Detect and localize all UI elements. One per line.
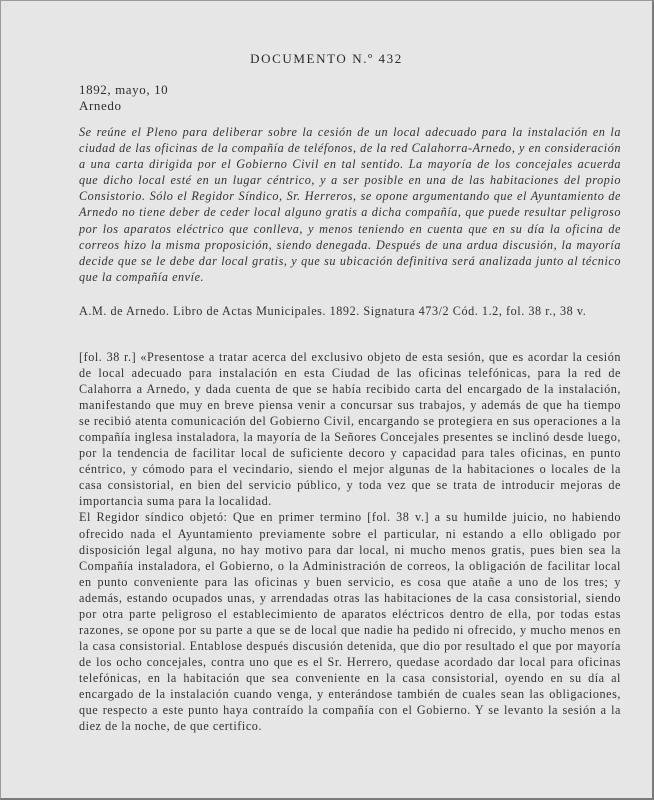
document-transcript xyxy=(79,349,621,734)
archival-source: A.M. de Arnedo. Libro de Actas Municipales. 1892. Signatura 473/2 Cód. 1.2, fol. 38 r., 38 v. xyxy=(79,304,587,318)
document-place: Arnedo xyxy=(79,98,122,113)
transcript-paragraph-2: El Regidor síndico objetó: Que en primer termino [fol. 38 v.] a su humilde juicio, no habiendo ofrecido nada el Ayuntamiento previamente sobre el particular, ni estando a ello obligado por disposición legal alguna, no hay motivo para dar local, ni mucho menos gratis, pues bien sea la Compañía instaladora, el Gobierno, o la Administración de correos, la obligación de facilitar local en punto conveniente para las oficinas y buen servicio, es cosa que atañe a uno de los tres; y además, estando ocupados unas, y arrendadas otras las habitaciones de la casa consistorial, siendo por otra parte peligroso el establecimiento de aparatos eléctricos dentro de ella, por todas estas razones, se opone por su parte a que se de local que nadie ha pedido ni ofrecido, y mucho menos en la casa consistorial. Entablose después discusión detenida, que dio por resultado el que por mayoría de los ocho concejales, contra uno que es el Sr. Herrero, quedase acordado dar local para oficinas telefónicas, en la habitación que sea conveniente en la casa consistorial, oyendo en su día al encargado de la instalación cuando venga, y enterándose también de cuales sean las obligaciones, que respecto a este punto haya contraído la compañía con el Gobierno. Y se levanto la sesión a la diez de la noche, de que certifico. xyxy=(79,510,621,734)
document-abstract: Se reúne el Pleno para deliberar sobre la cesión de un local adecuado para la instalación en la ciudad de las oficinas de la compañía de teléfonos, de la red Calahorra-Arnedo, y en consideración a una carta dirigida por el Gobierno Civil en tal sentido. La mayoría de los concejales acuerda que dicho local esté en un lugar céntrico, y a ser posible en una de las habitaciones del propio Consistorio. Sólo el Regidor Síndico, Sr. Herreros, se opone argumentando que el Ayuntamiento de Arnedo no tiene deber de ceder local alguno gratis a dicha compañía, que puede resultar peligroso por los aparatos eléctrico que conlleva, y menos teniendo en cuenta que en su día la oficina de correos hizo la misma proposición, siendo denegada. Después de una ardua discusión, la mayoría decide que se le debe dar local gratis, y que su ubicación definitiva será analizada junto al técnico que la compañía envíe. xyxy=(79,125,621,284)
date-place-block xyxy=(79,82,168,114)
document-date: 1892, mayo, 10 xyxy=(79,82,169,97)
transcript-paragraph-1: [fol. 38 r.] «Presentose a tratar acerca del exclusivo objeto de esta sesión, que es acordar la cesión de local adecuado para instalación en esta Ciudad de las oficinas telefónicas, para la red de Calahorra a Arnedo, y dada cuenta de que se había recibido carta del encargado de la instalación, manifestando que muy en breve piensa venir a concursar sus trabajos, y además de que ha tiempo se recibió atenta comunicación del Gobierno Civil, encargando se protegiera en sus operaciones a la compañía inglesa instaladora, la mayoría de la Señores Concejales presentes se inclinó desde luego, por la tendencia de facilitar local de suficiente decoro y capacidad para tales oficinas, en punto céntrico, y cómodo para el vecindario, siendo el mejor algunas de la habitaciones o locales de la casa consistorial, en bien del servicio público, y toda vez que se trata de introducir mejoras de importancia suma para la localidad. xyxy=(79,350,621,509)
document-title: DOCUMENTO N.º 432 xyxy=(250,51,403,66)
